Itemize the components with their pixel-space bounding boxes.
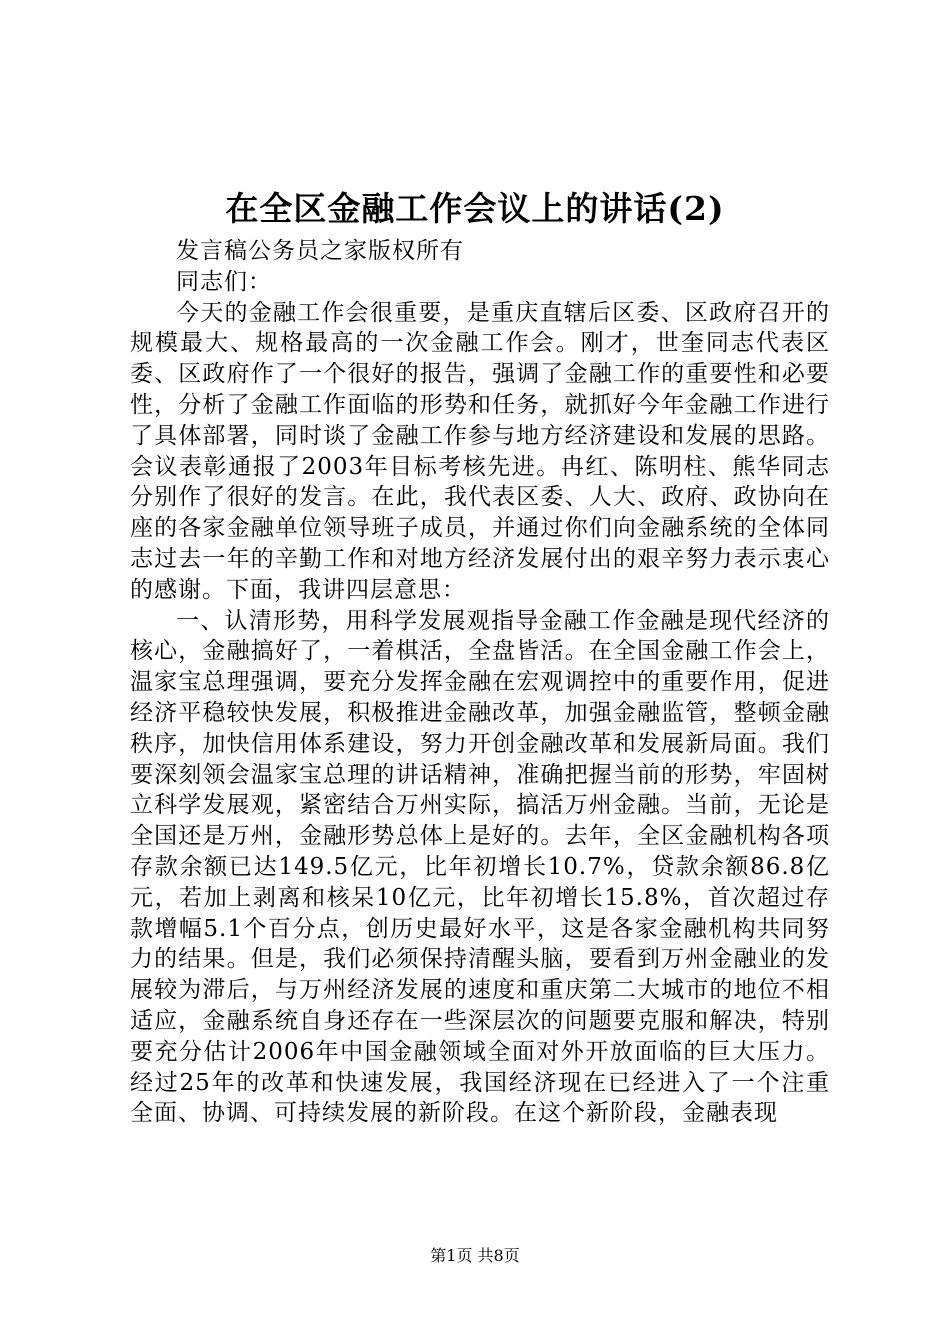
paragraph-opening: 今天的金融工作会很重要，是重庆直辖后区委、区政府召开的规模最大、规格最高的一次金融工作会。刚才，世奎同志代表区委、区政府作了一个很好的报告，强调了金融工作的重要性和必要性，分析了金融工作面临的形势和任务，就抓好今年金融工作进行了具体部署，同时谈了金融工作参与地方经济建设和发展的思路。会议表彰通报了2003年目标考核先进。冉红、陈明柱、熊华同志分别作了很好的发言。在此，我代表区委、人大、政府、政协向在座的各家金融单位领导班子成员，并通过你们向金融系统的全体同志过去一年的辛勤工作和对地方经济发展付出的艰辛努力表示衷心的感谢。下面，我讲四层意思：	[130, 299, 830, 603]
paragraph-source-note: 发言稿公务员之家版权所有	[176, 238, 464, 264]
paragraph-salutation: 同志们：	[176, 268, 272, 295]
page-number-footer: 第1页 共8页	[430, 1246, 520, 1265]
paragraph-section-one: 一、认清形势，用科学发展观指导金融工作金融是现代经济的核心，金融搞好了，一着棋活，全盘皆活。在全国金融工作会上，温家宝总理强调，要充分发挥金融在宏观调控中的重要作用，促进经济平稳较快发展，积极推进金融改革，加强金融监管，整顿金融秩序，加快信用体系建设，努力开创金融改革和发展新局面。我们要深刻领会温家宝总理的讲话精神，准确把握当前的形势，牢固树立科学发展观，紧密结合万州实际，搞活万州金融。当前，无论是全国还是万州，金融形势总体上是好的。去年，全区金融机构各项存款余额已达149.5亿元，比年初增长10.7%，贷款余额86.8亿元，若加上剥离和核呆10亿元，比年初增长15.8%，首次超过存款增幅5.1个百分点，创历史最好水平，这是各家金融机构共同努力的结果。但是，我们必须保持清醒头脑，要看到万州金融业的发展较为滞后，与万州经济发展的速度和重庆第二大城市的地位不相适应，金融系统自身还存在一些深层次的问题要克服和解决，特别要充分估计2006年中国金融领域全面对外开放面临的巨大压力。经过25年的改革和快速发展，我国经济现在已经进入了一个注重全面、协调、可持续发展的新阶段。在这个新阶段，金融表现	[130, 607, 830, 1127]
document-body	[130, 236, 830, 1129]
document-title: 在全区金融工作会议上的讲话(2)	[225, 189, 725, 228]
